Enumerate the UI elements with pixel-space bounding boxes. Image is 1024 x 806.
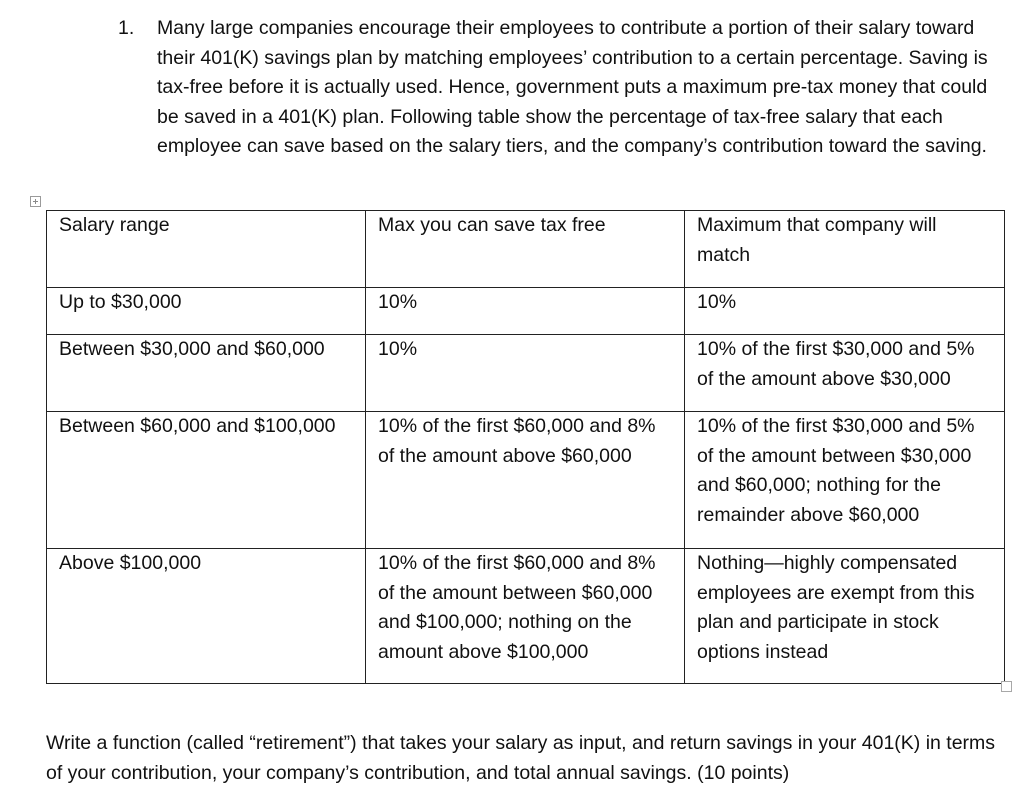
table-resize-handle-icon[interactable]	[1001, 681, 1012, 692]
header-company-match: Maximum that company will match	[685, 211, 1005, 288]
table-cell: 10% of the first $60,000 and 8% of the amount above $60,000	[366, 412, 685, 549]
table-cell: Between $60,000 and $100,000	[47, 412, 366, 549]
table-cell: 10%	[685, 288, 1005, 335]
question-number: 1.	[118, 17, 135, 39]
table-row	[47, 288, 1005, 335]
table-row	[47, 335, 1005, 412]
table-cell: Between $30,000 and $60,000	[47, 335, 366, 412]
table-cell: Up to $30,000	[47, 288, 366, 335]
table-move-handle-icon[interactable]	[30, 196, 41, 207]
table-row	[47, 412, 1005, 549]
question-text: Many large companies encourage their employees to contribute a portion of their salary toward their 401(K) savings plan by matching employees’ contribution to a certain percentage. Saving is tax-free before it is actually used. Hence, government puts a maximum pre-tax money that could be saved in a 401(K) plan. Following table show the percentage of tax-free salary that each employee can save based on the salary tiers, and the company’s contribution toward the saving.	[157, 17, 988, 158]
table-cell: 10% of the first $30,000 and 5% of the amount above $30,000	[685, 335, 1005, 412]
table-cell: 10% of the first $60,000 and 8% of the amount between $60,000 and $100,000; nothing on the amount above $100,000	[366, 549, 685, 684]
header-max-save-tax-free: Max you can save tax free	[366, 211, 685, 288]
table-header-row	[47, 211, 1005, 288]
table-cell: Nothing—highly compensated employees are exempt from this plan and participate in stock options instead	[685, 549, 1005, 684]
salary-tiers-table	[46, 210, 1005, 684]
table-row	[47, 549, 1005, 684]
table-cell: 10% of the first $30,000 and 5% of the amount between $30,000 and $60,000; nothing for the remainder above $60,000	[685, 412, 1005, 549]
table-cell: 10%	[366, 288, 685, 335]
header-salary-range: Salary range	[47, 211, 366, 288]
task-instructions: Write a function (called “retirement”) that takes your salary as input, and return savings in your 401(K) in terms of your contribution, your company’s contribution, and total annual savings. (10 points)	[46, 732, 996, 784]
table-cell: 10%	[366, 335, 685, 412]
table-cell: Above $100,000	[47, 549, 366, 684]
